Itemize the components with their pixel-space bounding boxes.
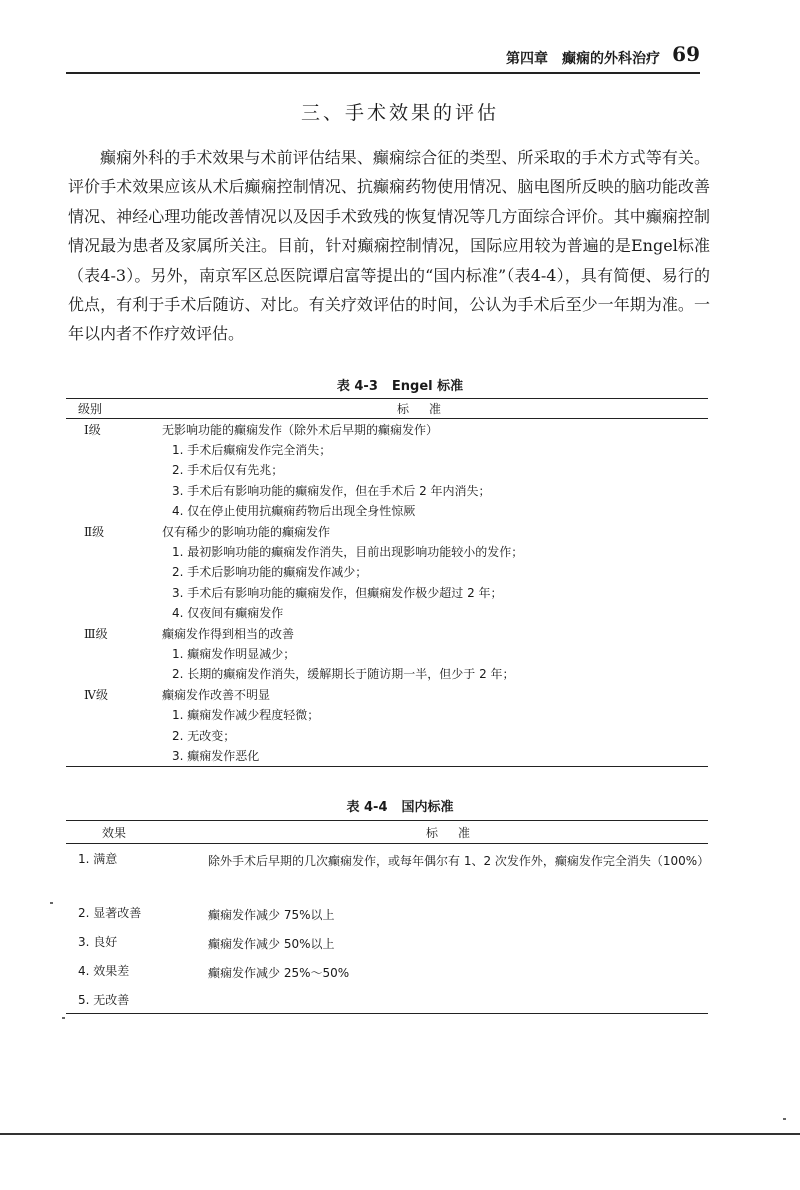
table-4-4-number: 表 4-4 [346,800,388,815]
grade-description: 癫痫发作得到相当的改善 [162,626,295,641]
effect-standard: 癫痫发作减少 75%以上 [208,907,335,922]
effect-label: 4. 效果差 [78,963,130,978]
chapter-title: 第四章 癫痫的外科治疗 [506,51,660,67]
column-header-standard: 标准 [150,399,708,419]
section-title: 三、手术效果的评估 [300,102,499,124]
effect-label: 5. 无改善 [66,985,208,1014]
criterion-item: 1. 癫痫发作明显减少； [172,646,296,661]
table-row [66,844,708,898]
effect-label: 3. 良好 [78,934,118,949]
criterion-item: 3. 手术后有影响功能的癫痫发作，但在手术后 2 年内消失； [172,483,491,498]
table-4-3-number: 表 4-3 [336,379,378,394]
grade-label: Ⅱ级 [84,524,105,539]
body-paragraph: 癫痫外科的手术效果与术前评估结果、癫痫综合征的类型、所采取的手术方式等有关。评价手术效果应该从术后癫痫控制情况、抗癫痫药物使用情况、脑电图所反映的脑功能改善情况、神经心理功能改善情况以及因手术致残的恢复情况等几方面综合评价。其中癫痫控制情况最为患者及家属所关注。目前，针对癫痫控制情况，国际应用较为普遍的是Engel标准（表4-3）。另外，南京军区总医院谭启富等提出的“国内标准”（表4-4），具有简便、易行的优点，有利于手术后随访、对比。有关疗效评估的时间，公认为手术后至少一年期为准。一年以内者不作疗效评估。 [68,148,710,344]
criterion-item: 4. 仅在停止使用抗癫痫药物后出现全身性惊厥 [172,504,416,519]
table-row [66,439,708,459]
table-row [66,521,708,541]
table-row [66,582,708,602]
running-header [66,40,700,74]
table-row [66,643,708,663]
grade-label: Ⅲ级 [84,626,108,641]
column-header-grade: 级别 [66,399,150,419]
table-header-row [66,399,708,419]
engel-standard-table [66,398,708,767]
grade-description: 无影响功能的癫痫发作（除外术后早期的癫痫发作） [162,422,439,437]
criterion-item: 2. 手术后影响功能的癫痫发作减少； [172,565,368,580]
footer-rule [0,1133,800,1135]
effect-standard: 除外手术后早期的几次癫痫发作，或每年偶尔有 1、2 次发作外，癫痫发作完全消失（100%） [208,854,710,868]
table-row [66,480,708,500]
table-row [66,956,708,985]
domestic-standard-table [66,820,708,1014]
table-4-3-caption [0,375,800,394]
column-header-effect: 效果 [66,821,208,844]
grade-label: Ⅳ级 [84,687,108,702]
table-row [66,927,708,956]
table-4-3-title: Engel 标准 [391,379,464,394]
effect-label: 2. 显著改善 [78,905,142,920]
criterion-item: 1. 癫痫发作减少程度轻微； [172,708,320,723]
scan-speck [50,902,53,904]
table-row [66,460,708,480]
table-row [66,745,708,766]
table-row [66,725,708,745]
criterion-item: 3. 癫痫发作恶化 [150,745,708,766]
table-row [66,985,708,1014]
table-row [66,664,708,684]
table-row [66,419,708,440]
page-number: 69 [672,42,700,66]
criterion-item: 2. 无改变； [172,728,236,743]
table-row [66,603,708,623]
table-row [66,501,708,521]
table-4-4-title: 国内标准 [401,800,454,815]
grade-description: 仅有稀少的影响功能的癫痫发作 [162,524,331,539]
criterion-item: 2. 手术后仅有先兆； [172,463,284,478]
criterion-item: 1. 手术后癫痫发作完全消失； [172,443,332,458]
column-header-standard: 标准 [208,821,708,844]
scan-speck [62,1017,65,1019]
table-row [66,704,708,724]
table-header-row [66,821,708,844]
scan-speck [783,1118,786,1120]
table-row [66,562,708,582]
table-4-4-caption [0,796,800,815]
effect-standard [208,985,708,1014]
effect-label: 1. 满意 [78,852,118,866]
effect-standard: 癫痫发作减少 50%以上 [208,936,335,951]
grade-label: Ⅰ级 [84,422,101,437]
table-row [66,541,708,561]
criterion-item: 2. 长期的癫痫发作消失，缓解期长于随访期一半，但少于 2 年； [172,667,515,682]
table-row [66,623,708,643]
effect-standard: 癫痫发作减少 25%～50% [208,965,350,980]
table-row [66,684,708,704]
table-row [66,898,708,927]
criterion-item: 1. 最初影响功能的癫痫发作消失，目前出现影响功能较小的发作； [172,545,524,560]
grade-description: 癫痫发作改善不明显 [162,687,271,702]
criterion-item: 4. 仅夜间有癫痫发作 [172,606,284,621]
criterion-item: 3. 手术后有影响功能的癫痫发作，但癫痫发作极少超过 2 年； [172,585,503,600]
